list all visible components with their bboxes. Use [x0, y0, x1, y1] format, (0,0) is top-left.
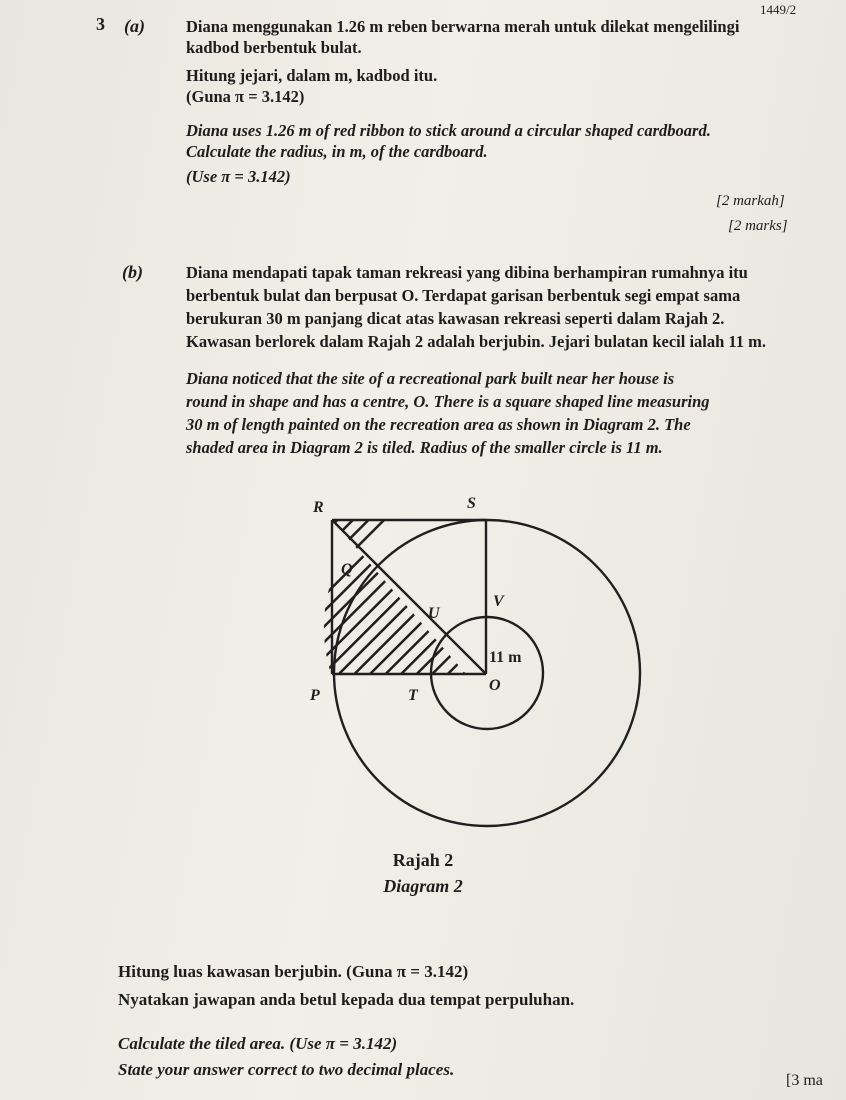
part-b-english-line-1: Diana noticed that the site of a recreational park built near her house is: [186, 369, 675, 388]
question-number: 3: [96, 14, 105, 34]
part-a-malay-line-1: Diana menggunakan 1.26 m reben berwarna merah untuk dilekat mengelilingi: [186, 17, 740, 36]
tiled-region: [324, 520, 466, 674]
part-a-label: (a): [124, 16, 145, 36]
caption-malay: Rajah 2: [392, 850, 454, 870]
diagram-2: [290, 480, 650, 840]
label-T: T: [408, 687, 418, 704]
task-malay-line-1: Hitung luas kawasan berjubin. (Guna π = 3.142): [118, 962, 469, 981]
label-S: S: [467, 495, 476, 512]
label-Q: Q: [341, 561, 353, 578]
part-a-marks-malay: [2 markah]: [716, 193, 785, 209]
part-b-english-line-4: shaded area in Diagram 2 is tiled. Radius of the smaller circle is 11 m.: [186, 438, 663, 457]
part-a-malay-line-4: (Guna π = 3.142): [186, 87, 305, 106]
label-P: P: [310, 687, 320, 704]
label-radius: 11 m: [489, 649, 522, 666]
label-R: R: [313, 499, 324, 516]
part-a-english-line-3: (Use π = 3.142): [186, 167, 291, 186]
part-a-malay-line-3: Hitung jejari, dalam m, kadbod itu.: [186, 66, 438, 85]
caption-english: Diagram 2: [383, 876, 463, 896]
part-a-english-line-1: Diana uses 1.26 m of red ribbon to stick around a circular shaped cardboard.: [186, 121, 711, 140]
task-english-line-2: State your answer correct to two decimal places.: [118, 1060, 455, 1079]
part-b-malay-line-2: berbentuk bulat dan berpusat O. Terdapat garisan berbentuk segi empat sama: [186, 286, 741, 305]
label-V: V: [493, 593, 504, 610]
label-O: O: [489, 677, 501, 694]
part-a-marks-english: [2 marks]: [728, 218, 788, 234]
part-a-malay-line-2: kadbod berbentuk bulat.: [186, 38, 362, 57]
part-b-english-line-3: 30 m of length painted on the recreation area as shown in Diagram 2. The: [186, 415, 691, 434]
label-U: U: [428, 605, 440, 622]
paper-code: 1449/2: [760, 2, 797, 17]
task-marks-cut: [3 ma: [786, 1072, 823, 1089]
part-b-malay-line-1: Diana mendapati tapak taman rekreasi yang dibina berhampiran rumahnya itu: [186, 263, 748, 282]
part-b-english-line-2: round in shape and has a centre, O. There is a square shaped line measuring: [186, 392, 710, 411]
part-b-label: (b): [122, 262, 143, 282]
part-a-english-line-2: Calculate the radius, in m, of the cardboard.: [186, 142, 488, 161]
task-malay-line-2: Nyatakan jawapan anda betul kepada dua tempat perpuluhan.: [118, 990, 575, 1009]
part-b-malay-line-3: berukuran 30 m panjang dicat atas kawasan rekreasi seperti dalam Rajah 2.: [186, 309, 725, 328]
part-b-malay-line-4: Kawasan berlorek dalam Rajah 2 adalah berjubin. Jejari bulatan kecil ialah 11 m.: [186, 332, 766, 351]
task-english-line-1: Calculate the tiled area. (Use π = 3.142): [118, 1034, 398, 1053]
